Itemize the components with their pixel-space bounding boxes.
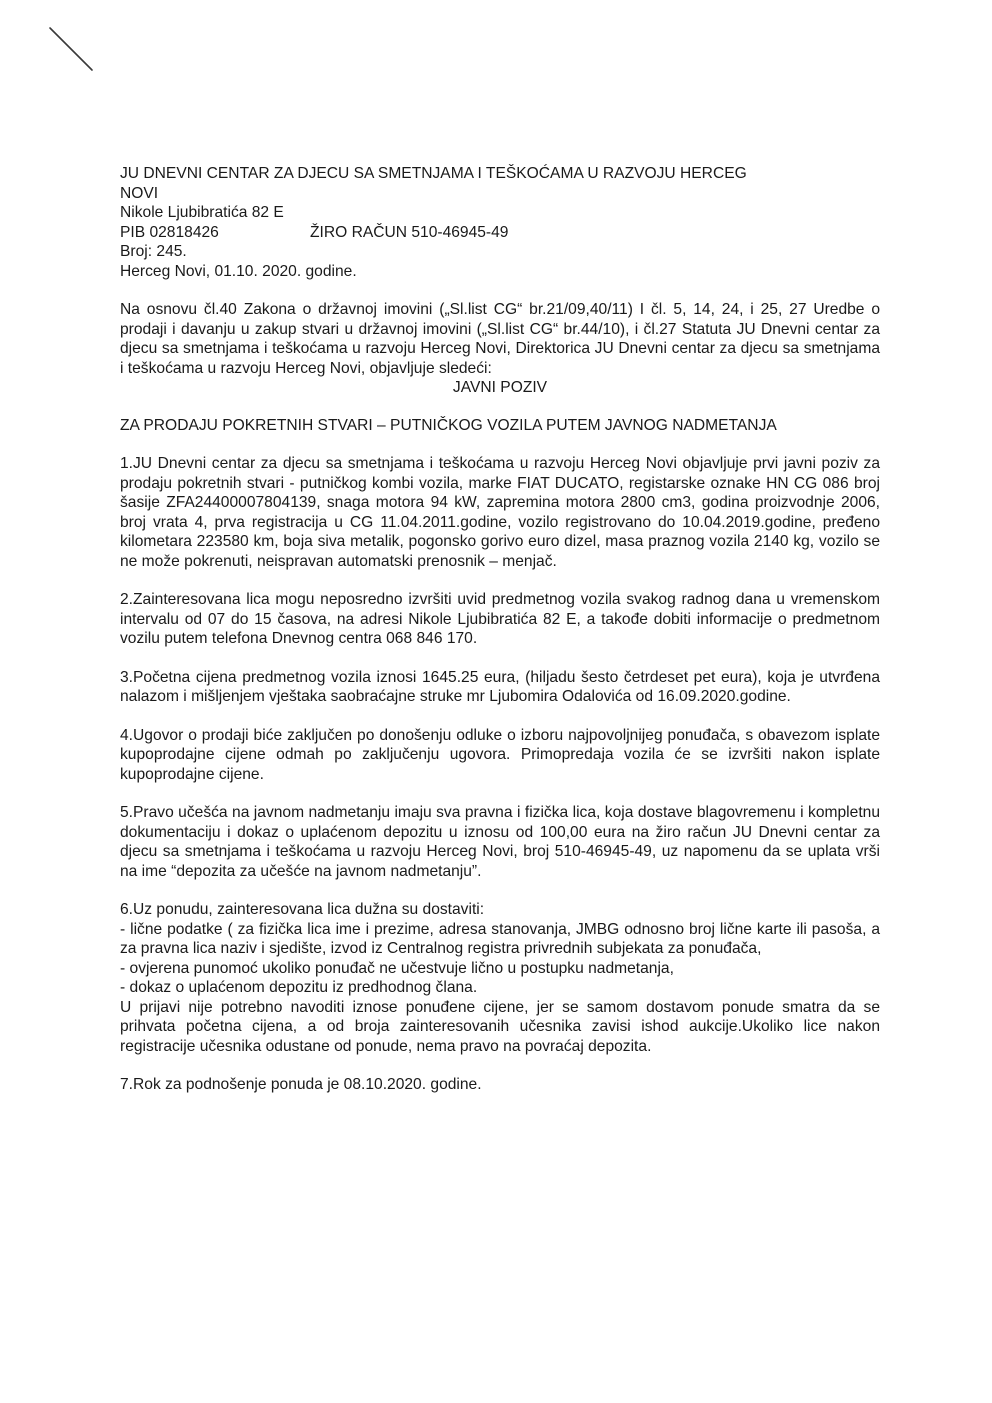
clause-6-item-deposit-proof: - dokaz o uplaćenom depozitu iz predhodnog člana.	[120, 979, 478, 996]
bank-account: ŽIRO RAČUN 510-46945-49	[310, 223, 509, 241]
clause-5: 5.Pravo učešća na javnom nadmetanju imaju sva pravna i fizička lica, koja dostave blagovremenu i kompletnu dokumentaciju i dokaz o uplaćenom depozitu u iznosu od 100,00 eura na žiro račun JU Dnevni centar za djecu sa smetnjama i teškoćama u razvoju Herceg Novi, broj 510-46945-49, uz napomenu da se uplata vrši na ime “depozita za učešće na javnom nadmetanju”.	[120, 804, 880, 880]
organization-address: Nikole Ljubibratića 82 E	[120, 204, 284, 221]
pib-number: PIB 02818426	[120, 223, 219, 241]
preamble-paragraph: Na osnovu čl.40 Zakona o državnoj imovini („Sl.list CG“ br.21/09,40/11) I čl. 5, 14, 24, i 25, 27 Uredbe o prodaji i davanju u zakup stvari u državnoj imovini („Sl.list CG“ br.44/10), i čl.27 Statuta JU Dnevni centar za djecu sa smetnjama i teškoćama u razvoju Herceg Novi, Direktorica JU Dnevni centar za djecu sa smetnjama i teškoćama u razvoju Herceg Novi, objavljuje sledeći:	[120, 301, 880, 377]
clause-6	[120, 900, 880, 1056]
clause-6-intro: 6.Uz ponudu, zainteresovana lica dužna su dostaviti:	[120, 901, 485, 918]
document-subtitle: ZA PRODAJU POKRETNIH STVARI – PUTNIČKOG VOZILA PUTEM JAVNOG NADMETANJA	[120, 416, 777, 434]
clause-6-item-personal-data: - lične podatke ( za fizička lica ime i prezime, adresa stanovanja, JMBG odnosno broj lične karte ili pasoša, a za pravna lica naziv i sjedište, izvod iz Centralnog registra privrednih subjekata za ponuđača,	[120, 920, 880, 957]
scan-stroke-mark	[44, 22, 104, 82]
clause-7: 7.Rok za podnošenje ponuda je 08.10.2020. godine.	[120, 1076, 482, 1093]
letterhead	[120, 164, 880, 281]
clause-6-item-power-of-attorney: - ovjerena punomoć ukoliko ponuđač ne učestvuje lično u postupku nadmetanja,	[120, 959, 674, 977]
clause-6-note: U prijavi nije potrebno navoditi iznose ponuđene cijene, jer se samom dostavom ponude smatra da se prihvata početna cijena, a od broja zainteresovanih učesnika zavisi ishod aukcije.Ukoliko lice nakon registracije učesnika odustane od ponude, nema pravo na povraćaj depozita.	[120, 998, 880, 1055]
clause-2: 2.Zainteresovana lica mogu neposredno izvršiti uvid predmetnog vozila svakog radnog dana u vremenskom intervalu od 07 do 15 časova, na adresi Nikole Ljubibratića 82 E, a takođe dobiti informacije o predmetnom vozilu putem telefona Dnevnog centra 068 846 170.	[120, 591, 880, 647]
clause-3: 3.Početna cijena predmetnog vozila iznosi 1645.25 eura, (hiljadu šesto četrdeset pet eura), koja je utvrđena nalazom i mišljenjem vještaka saobraćajne struke mr Ljubomira Odalovića od 16.09.2020.godine.	[120, 668, 880, 705]
clause-1: 1.JU Dnevni centar za djecu sa smetnjama i teškoćama u razvoju Herceg Novi objavljuje prvi javni poziv za prodaju pokretnih stvari - putničkog kombi vozila, marke FIAT DUCATO, registarske oznake HN CG 086 broj šasije ZFA24400007804139, snaga motora 94 kW, zapremina motora 2800 cm3, godina proizvodnje 2006, broj vrata 4, prva registracija u CG 11.04.2011.godine, vozilo registrovano do 10.04.2019.godine, pređeno kilometara 223580 km, boja siva metalik, pogonsko gorivo euro dizel, masa praznog vozila 2140 kg, vozilo se ne može pokrenuti, neispravan automatski prenosnik – menjač.	[120, 455, 880, 570]
organization-name-cont: NOVI	[120, 184, 159, 202]
document-page	[120, 164, 880, 1095]
document-title: JAVNI POZIV	[452, 379, 548, 396]
document-number: Broj: 245.	[120, 243, 187, 260]
pib-account-row	[120, 223, 880, 243]
organization-name: JU DNEVNI CENTAR ZA DJECU SA SMETNJAMA I TEŠKOĆAMA U RAZVOJU HERCEG	[120, 165, 747, 182]
place-and-date: Herceg Novi, 01.10. 2020. godine.	[120, 262, 357, 280]
clause-4: 4.Ugovor o prodaji biće zaključen po donošenju odluke o izboru najpovoljnijeg ponuđača, s obavezom isplate kupoprodajne cijene odmah po zaključenju ugovora. Primopredaja vozila će se izvršiti nakon isplate kupoprodajne cijene.	[120, 726, 880, 783]
